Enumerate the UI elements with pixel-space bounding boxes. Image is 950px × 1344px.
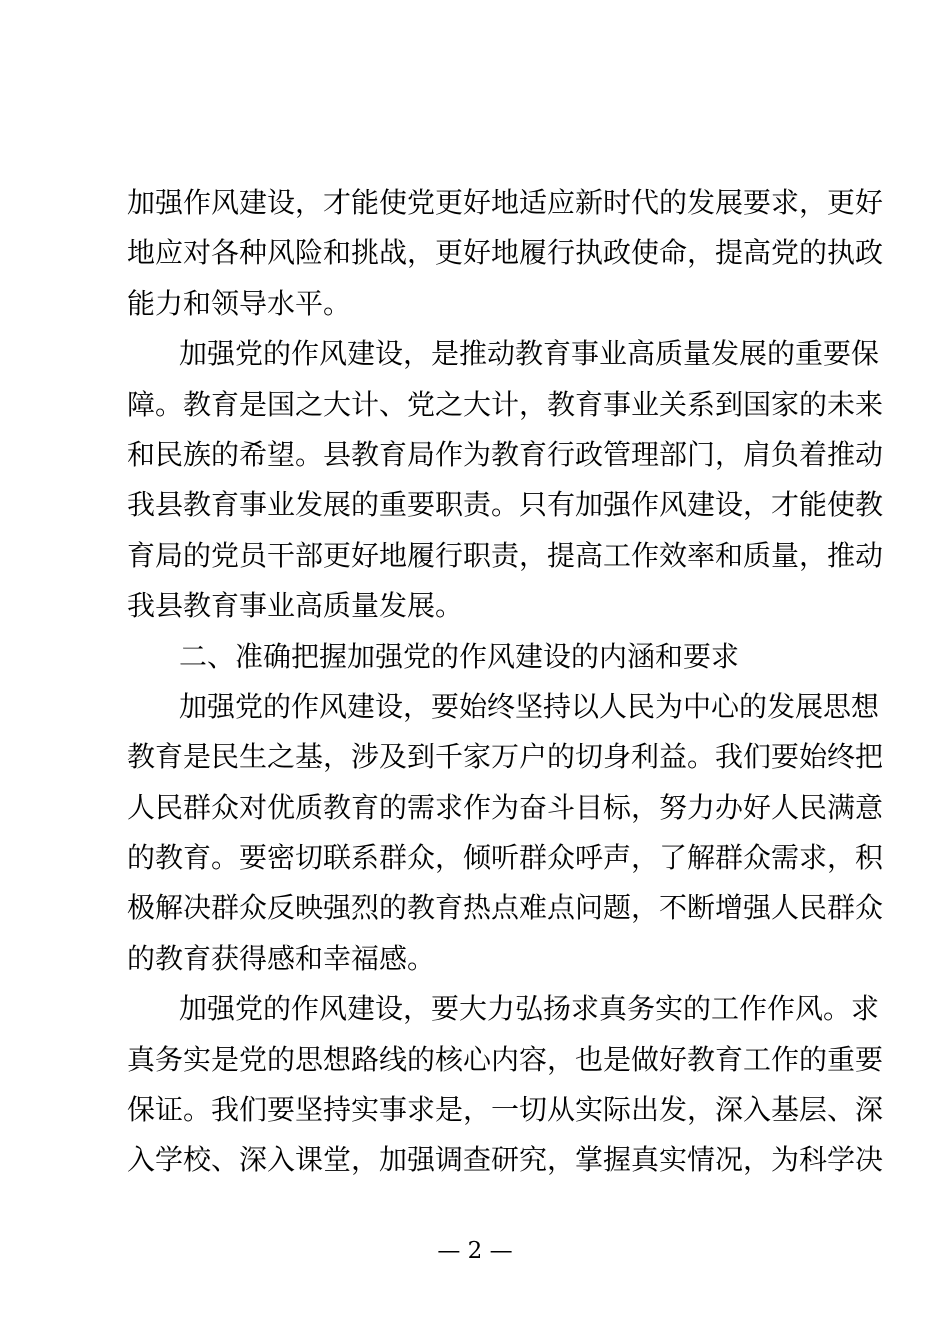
text-line: 入学校、深入课堂，加强调查研究，掌握真实情况，为科学决 bbox=[127, 1143, 884, 1177]
text-line: 加强党的作风建设，要大力弘扬求真务实的工作作风。求 bbox=[179, 992, 880, 1026]
text-line: 加强作风建设，才能使党更好地适应新时代的发展要求，更好 bbox=[127, 186, 884, 219]
text-line: 我县教育事业发展的重要职责。只有加强作风建设，才能使教 bbox=[127, 488, 884, 522]
text-line: 和民族的希望。县教育局作为教育行政管理部门，肩负着推动 bbox=[127, 437, 884, 471]
text-line: 的教育。要密切联系群众，倾听群众呼声，了解群众需求，积 bbox=[127, 841, 884, 875]
text-line: 保证。我们要坚持实事求是，一切从实际出发，深入基层、深 bbox=[127, 1093, 884, 1127]
text-line: 加强党的作风建设，要始终坚持以人民为中心的发展思想 bbox=[179, 689, 880, 723]
text-line: 能力和领导水平。 bbox=[127, 286, 352, 320]
text-line: 人民群众对优质教育的需求作为奋斗目标，努力办好人民满意 bbox=[127, 790, 884, 824]
section-heading: 二、准确把握加强党的作风建设的内涵和要求 bbox=[179, 639, 740, 673]
text-line: 障。教育是国之大计、党之大计，教育事业关系到国家的未来 bbox=[127, 387, 884, 421]
text-line: 真务实是党的思想路线的核心内容，也是做好教育工作的重要 bbox=[127, 1042, 884, 1076]
page-number: — 2 — bbox=[437, 1238, 513, 1264]
text-line: 教育是民生之基，涉及到千家万户的切身利益。我们要始终把 bbox=[127, 740, 884, 774]
text-line: 我县教育事业高质量发展。 bbox=[127, 589, 464, 623]
text-line: 的教育获得感和幸福感。 bbox=[127, 941, 436, 975]
text-line: 极解决群众反映强烈的教育热点难点问题，不断增强人民群众 bbox=[127, 891, 884, 925]
text-line: 地应对各种风险和挑战，更好地履行执政使命，提高党的执政 bbox=[127, 236, 884, 270]
document-body bbox=[127, 178, 884, 1186]
text-line: 育局的党员干部更好地履行职责，提高工作效率和质量，推动 bbox=[127, 538, 884, 572]
text-line: 加强党的作风建设，是推动教育事业高质量发展的重要保 bbox=[179, 337, 880, 371]
